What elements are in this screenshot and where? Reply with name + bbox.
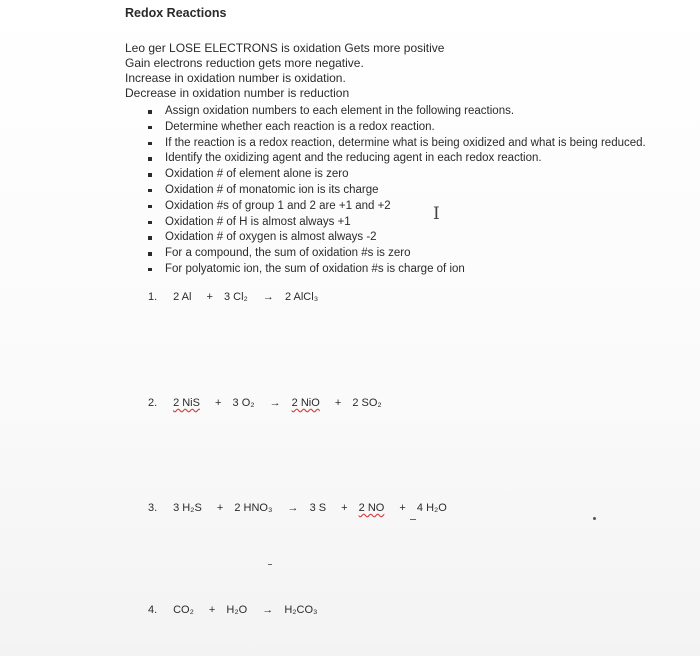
intro-line-1: Leo ger LOSE ELECTRONS is oxidation Gets more positive bbox=[125, 41, 445, 55]
product-2: 2 NO bbox=[358, 502, 385, 514]
reactant-1: CO₂ bbox=[173, 604, 194, 616]
plus-sign: + bbox=[399, 502, 406, 514]
equation-number: 3. bbox=[148, 502, 158, 514]
plus-sign: + bbox=[206, 291, 213, 303]
document-page: Redox Reactions Leo ger LOSE ELECTRONS is oxidation Gets more positive Gain electrons reduction gets more negative. Increase in oxidation number is oxidation. Decrease in oxidation number is reduction Assign oxidation numbers to each element in the following reactions. Determine whether each reaction is a redox reaction. If the reaction is a redox reaction, determine what is being oxidized and what is being reduced. Identify the oxidizing agent and the reducing agent in each redox reaction. Oxidation # of element alone is zero Oxidation # of monatomic ion is its charge Oxidation #s of group 1 and 2 are +1 and +2 Oxidation # of H is almost always +1 Oxidation # of oxygen is almost always -2 For a compound, the sum of oxidation #s is zero For polyatomic ion, the sum of oxidation #s is charge of ion I 1. 2 Al + 3 Cl₂ → 2 AlCl₃ 2. 2 NiS + 3 O₂ → 2 NiO + 2 SO₂ 3. 3 H₂S + 2 HNO₃ → 3 S + 2 NO + 4 H₂O 4. CO₂ + H₂O → H₂CO₃ bbox=[0, 0, 700, 656]
arrow-icon: → bbox=[262, 291, 274, 303]
arrow-icon: → bbox=[269, 397, 281, 409]
equation-number: 2. bbox=[148, 397, 158, 409]
page-title: Redox Reactions bbox=[125, 6, 227, 20]
plus-sign: + bbox=[208, 604, 216, 616]
stray-dash bbox=[268, 564, 272, 565]
reactant-2: 3 Cl₂ bbox=[223, 291, 248, 303]
reactant-2: H₂O bbox=[226, 604, 248, 616]
intro-line-2: Gain electrons reduction gets more negative. bbox=[125, 56, 364, 70]
reactant-1: 2 Al bbox=[173, 291, 192, 303]
product-3: 4 H₂O bbox=[416, 502, 447, 514]
equation-1 bbox=[148, 291, 322, 303]
product-1: 2 AlCl₃ bbox=[284, 291, 319, 303]
bullet-icon bbox=[148, 189, 152, 193]
reactant-1: 3 H₂S bbox=[173, 502, 202, 514]
bullet-icon bbox=[148, 268, 152, 272]
stray-dot bbox=[593, 517, 596, 520]
product-2: 2 SO₂ bbox=[352, 397, 382, 409]
equation-3 bbox=[148, 502, 451, 514]
bullet-icon bbox=[148, 205, 152, 209]
equation-number: 4. bbox=[148, 604, 158, 616]
bullet-icon bbox=[148, 236, 152, 240]
bullet-icon bbox=[148, 126, 152, 130]
product-1: 3 S bbox=[309, 502, 327, 514]
bullet-icon bbox=[148, 157, 152, 161]
arrow-icon: → bbox=[262, 604, 274, 616]
product-1: H₂CO₃ bbox=[284, 604, 318, 616]
intro-line-3: Increase in oxidation number is oxidation. bbox=[125, 71, 346, 85]
plus-sign: + bbox=[216, 502, 224, 514]
equation-number: 1. bbox=[148, 291, 158, 303]
plus-sign: + bbox=[334, 397, 342, 409]
reactant-2: 2 HNO₃ bbox=[234, 502, 273, 514]
plus-sign: + bbox=[215, 397, 222, 409]
bullet-icon bbox=[148, 173, 152, 177]
bullet-icon bbox=[148, 142, 152, 146]
bullet-icon bbox=[148, 110, 152, 114]
product-1: 2 NiO bbox=[291, 397, 320, 409]
bullet-icon bbox=[148, 221, 152, 225]
plus-sign: + bbox=[341, 502, 348, 514]
bullet-icon bbox=[148, 252, 152, 256]
equation-4 bbox=[148, 604, 322, 616]
arrow-icon: → bbox=[287, 502, 299, 514]
reactant-1: 2 NiS bbox=[173, 397, 200, 409]
stray-dash bbox=[410, 519, 416, 520]
equation-2 bbox=[148, 397, 386, 409]
text-cursor-icon: I bbox=[433, 204, 440, 224]
reactant-2: 3 O₂ bbox=[232, 397, 255, 409]
intro-line-4: Decrease in oxidation number is reduction bbox=[125, 86, 350, 100]
